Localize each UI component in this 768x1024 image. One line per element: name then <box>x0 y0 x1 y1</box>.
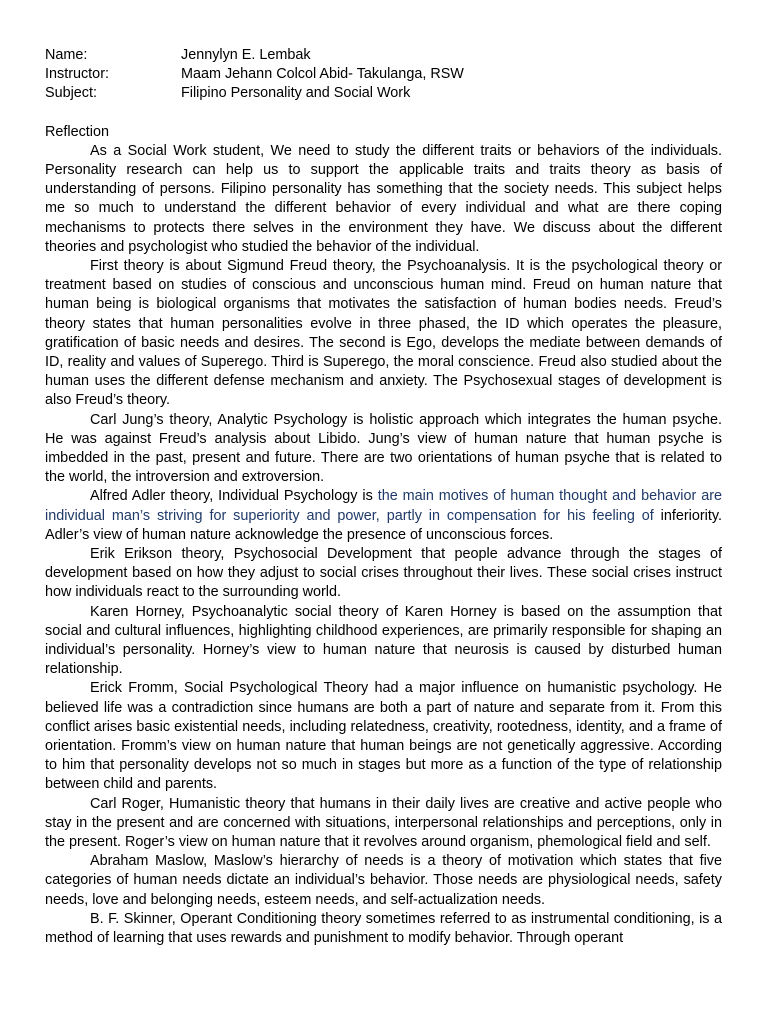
paragraph-intro: As a Social Work student, We need to study the different traits or behaviors of the individuals. Personality research can help us to support the applicable traits and traits theory as basis of understanding of persons. Filipino personality has something that the society needs. This subject helps me so much to understand the different behavior of every individual and what are there coping mechanisms to protects there selves in the environment they have. We discuss about the different theories and psychologist who studied the behavior of the individual. <box>45 142 722 255</box>
subject-value: Filipino Personality and Social Work <box>181 85 411 102</box>
paragraph-freud: First theory is about Sigmund Freud theory, the Psychoanalysis. It is the psychological theory or treatment based on studies of conscious and unconscious human mind. Freud on human nature that human being is biological organisms that motivates the satisfaction of human bodies needs. Freud’s theory states that human personalities evolve in three phased, the ID which operates the pleasure, gratification of basic needs and desires. The second is Ego, develops the mediate between demands of ID, reality and values of Superego. Third is Superego, the moral conscience. Freud also studied about the human uses the different defense mechanism and anxiety. The Psychosexual stages of development is also Freud’s theory. <box>45 257 722 409</box>
subject-row <box>45 84 722 103</box>
paragraph-jung: Carl Jung’s theory, Analytic Psychology is holistic approach which integrates the human psyche. He was against Freud’s analysis about Libido. Jung’s view of human nature that human psyche is imbedded in the past, present and future. There are two orientations of human psyche that is related to the world, the introversion and extroversion. <box>45 411 722 486</box>
paragraph-skinner: B. F. Skinner, Operant Conditioning theory sometimes referred to as instrumental conditioning, is a method of learning that uses rewards and punishment to modify behavior. Through operant <box>45 910 722 947</box>
paragraph-rogers: Carl Roger, Humanistic theory that humans in their daily lives are creative and active people who stay in the present and are concerned with situations, interpersonal relationships and perceptions, only in the present. Roger’s view on human nature that it revolves around organism, phemological field and self. <box>45 795 722 851</box>
adler-text-end: inferiority. Adler’s view of human nature acknowledge the presence of unconscious forces. <box>45 507 722 543</box>
reflection-heading: Reflection <box>45 123 109 140</box>
name-value: Jennylyn E. Lembak <box>181 47 311 63</box>
instructor-label: Instructor: <box>45 66 109 83</box>
header-spacer <box>45 104 722 123</box>
instructor-value: Maam Jehann Colcol Abid- Takulanga, RSW <box>181 66 464 83</box>
name-label: Name: <box>45 47 88 63</box>
instructor-row <box>45 65 722 84</box>
paragraph-horney: Karen Horney, Psychoanalytic social theory of Karen Horney is based on the assumption that social and cultural influences, highlighting childhood experiences, are primarily responsible for shaping an individual’s personality. Horney’s view to human nature that neurosis is caused by disturbed human relationship. <box>45 603 722 678</box>
paragraph-erikson: Erik Erikson theory, Psychosocial Development that people advance through the stages of development based on how they adjust to social crises throughout their lives. These social crises instruct how individuals react to the surrounding world. <box>45 546 722 601</box>
document-page <box>45 46 722 948</box>
paragraph-fromm: Erick Fromm, Social Psychological Theory had a major influence on humanistic psychology. He believed life was a contradiction since humans are both a part of nature and separate from it. From this conflict arises basic existential needs, including relatedness, creativity, rootedness, identity, and a frame of orientation. Fromm’s view on human nature that human beings are not genetically aggressive. According to him that personality develops not so much in stages but more as a function of the type of relationship between child and parents. <box>45 680 722 793</box>
subject-label: Subject: <box>45 85 97 102</box>
adler-highlighted-text: the main motives of human thought and behavior are individual man’s striving for superiority and power, partly in compensation for his feeling of <box>45 488 722 524</box>
adler-text-start: Alfred Adler theory, Individual Psychology is <box>90 488 378 505</box>
paragraph-adler <box>45 487 722 545</box>
name-row <box>45 46 722 65</box>
paragraph-maslow: Abraham Maslow, Maslow’s hierarchy of needs is a theory of motivation which states that five categories of human needs dictate an individual’s behavior. Those needs are physiological needs, safety needs, love and belonging needs, esteem needs, and self-actualization needs. <box>45 853 722 908</box>
